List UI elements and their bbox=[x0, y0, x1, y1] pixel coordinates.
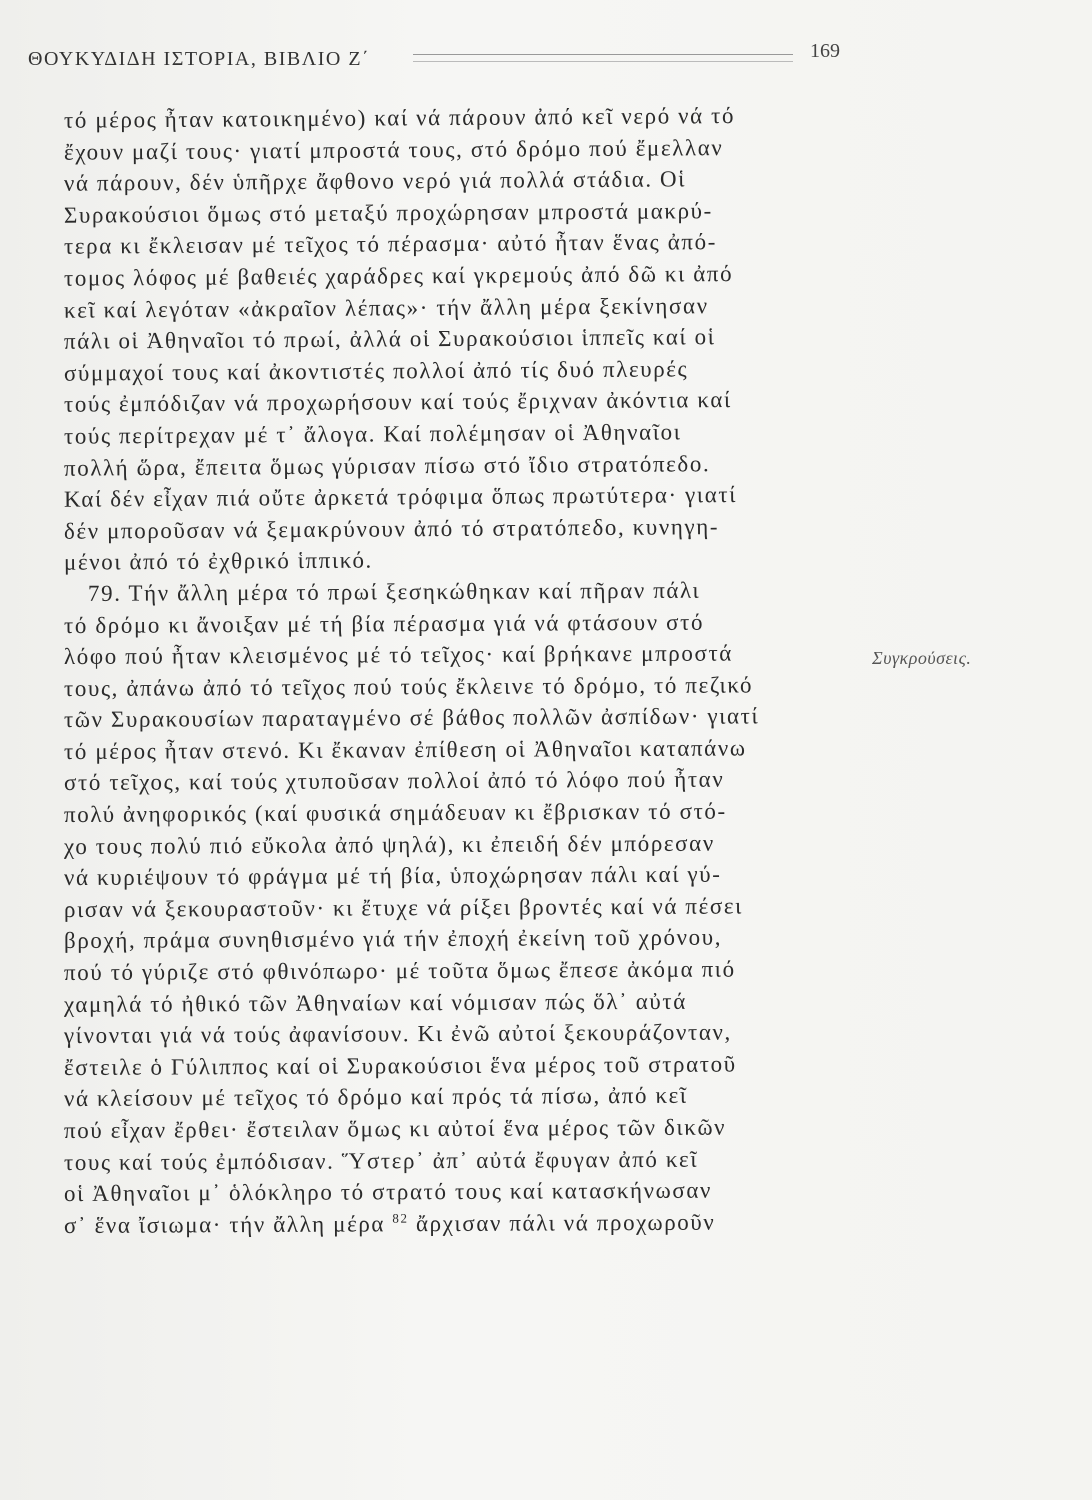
footnote-ref: 82 bbox=[392, 1210, 409, 1226]
text-line: νά κυριέψουν τό φράγμα μέ τή βία, ὑποχώρησαν πάλι καί γύ- bbox=[63, 861, 722, 891]
text-line: τό μέρος ἦταν κατοικημένο) καί νά πάρουν ἀπό κεῖ νερό νά τό bbox=[63, 103, 736, 133]
text-line: σύμμαχοί τους καί ἀκοντιστές πολλοί ἀπό τίς δυό πλευρές bbox=[63, 356, 689, 386]
text-line: πολλή ὥρα, ἔπειτα ὅμως γύρισαν πίσω στό ἴδιο στρατόπεδο. bbox=[63, 450, 711, 481]
text-line: τούς περίτρεχαν μέ τ᾿ ἄλογα. Καί πολέμησαν οἱ Ἀθηναῖοι bbox=[63, 419, 682, 449]
text-line: Καί δέν εἶχαν πιά οὔτε ἀρκετά τρόφιμα ὅπως πρωτύτερα· γιατί bbox=[63, 482, 738, 512]
text-segment: ἄρχισαν πάλι νά προχωροῦν bbox=[415, 1209, 716, 1236]
text-line: ἔχουν μαζί τους· γιατί μπροστά τους, στό δρόμο πού ἔμελλαν bbox=[63, 134, 724, 165]
text-line-with-footnote bbox=[64, 1206, 834, 1242]
text-line: τούς ἐμπόδιζαν νά προχωρήσουν καί τούς ἔριχναν ἀκόντια καί bbox=[63, 387, 732, 418]
running-head: ΘΟΥΚΥΔΙΔΗ ΙΣΤΟΡΙΑ, ΒΙΒΛΙΟ Ζ΄ bbox=[28, 48, 371, 70]
text-line: τους, ἀπάνω ἀπό τό τεῖχος πού τούς ἔκλεινε τό δρόμο, τό πεζικό bbox=[63, 672, 754, 701]
text-line: Συρακούσιοι ὅμως στό μεταξύ προχώρησαν μπροστά μακρύ- bbox=[63, 197, 713, 228]
text-line: τό δρόμο κι ἄνοιξαν μέ τή βία πέρασμα γιά νά φτάσουν στό bbox=[63, 609, 705, 638]
header-rule bbox=[413, 54, 793, 62]
text-line: πού τό γύριζε στό φθινόπωρο· μέ τοῦτα ὅμως ἔπεσε ἀκόμα πιό bbox=[63, 956, 736, 986]
body-text bbox=[64, 102, 834, 1239]
text-segment: σ᾿ ἕνα ἴσιωμα· τήν ἄλλη μέρα bbox=[63, 1211, 386, 1238]
text-line: νά πάρουν, δέν ὑπῆρχε ἄφθονο νερό γιά πολλά στάδια. Οἱ bbox=[63, 166, 687, 196]
text-line: βροχή, πράμα συνηθισμένο γιά τήν ἐποχή ἐκείνη τοῦ χρόνου, bbox=[63, 925, 723, 954]
text-line: στό τεῖχος, καί τούς χτυποῦσαν πολλοί ἀπό τό λόφο πού ἦταν bbox=[63, 767, 725, 796]
text-line: οἱ Ἀθηναῖοι μ᾿ ὁλόκληρο τό στρατό τους καί κατασκήνωσαν bbox=[63, 1177, 713, 1207]
text-line: λόφο πού ἦταν κλεισμένος μέ τό τεῖχος· καί βρήκανε μπροστά bbox=[63, 640, 733, 670]
text-line: γίνονται γιά νά τούς ἀφανίσουν. Κι ἐνῶ αὐτοί ξεκουράζονταν, bbox=[63, 1019, 732, 1049]
text-line: ἔστειλε ὁ Γύλιππος καί οἱ Συρακούσιοι ἕνα μέρος τοῦ στρατοῦ bbox=[63, 1051, 737, 1080]
text-line: δέν μποροῦσαν νά ξεμακρύνουν ἀπό τό στρατόπεδο, κυνηγη- bbox=[63, 513, 720, 544]
text-line: χαμηλά τό ἠθικό τῶν Ἀθηναίων καί νόμισαν πώς ὅλ᾿ αὐτά bbox=[63, 988, 687, 1017]
text-line: πού εἶχαν ἔρθει· ἔστειλαν ὅμως κι αὐτοί ἕνα μέρος τῶν δικῶν bbox=[63, 1114, 727, 1144]
text-line: πάλι οἱ Ἀθηναῖοι τό πρωί, ἀλλά οἱ Συρακούσιοι ἱππεῖς καί οἱ bbox=[63, 324, 716, 354]
text-line: τό μέρος ἦταν στενό. Κι ἔκαναν ἐπίθεση οἱ Ἀθηναῖοι καταπάνω bbox=[63, 735, 747, 764]
page-number: 169 bbox=[810, 40, 840, 62]
section-start-line: 79. Τήν ἄλλη μέρα τό πρωί ξεσηκώθηκαν καί πῆραν πάλι bbox=[87, 577, 701, 606]
text-line: πολύ ἀνηφορικός (καί φυσικά σημάδευαν κι ἔβρισκαν τό στό- bbox=[63, 798, 727, 828]
text-line: τῶν Συρακουσίων παραταγμένο σέ βάθος πολλῶν ἀσπίδων· γιατί bbox=[63, 703, 760, 733]
text-line: νά κλείσουν μέ τεῖχος τό δρόμο καί πρός τά πίσω, ἀπό κεῖ bbox=[63, 1083, 688, 1112]
text-line: μένοι ἀπό τό ἐχθρικό ἱππικό. bbox=[63, 547, 373, 575]
page-header bbox=[28, 38, 840, 72]
margin-note: Συγκρούσεις. bbox=[872, 648, 972, 668]
text-line: χο τους πολύ πιό εὔκολα ἀπό ψηλά), κι ἐπειδή δέν μπόρεσαν bbox=[63, 830, 715, 859]
text-line: τομος λόφος μέ βαθειές χαράδρες καί γκρεμούς ἀπό δῶ κι ἀπό bbox=[63, 260, 734, 291]
text-line: τους καί τούς ἐμπόδισαν. Ὕστερ᾿ ἀπ᾿ αὐτά ἔφυγαν ἀπό κεῖ bbox=[63, 1146, 699, 1175]
text-line: τερα κι ἔκλεισαν μέ τεῖχος τό πέρασμα· αὐτό ἦταν ἕνας ἀπό- bbox=[63, 229, 718, 260]
text-line: ρισαν νά ξεκουραστοῦν· κι ἔτυχε νά ρίξει βροντές καί νά πέσει bbox=[63, 893, 743, 922]
text-line: κεῖ καί λεγόταν «ἀκραῖον λέπας»· τήν ἄλλη μέρα ξεκίνησαν bbox=[63, 292, 709, 323]
